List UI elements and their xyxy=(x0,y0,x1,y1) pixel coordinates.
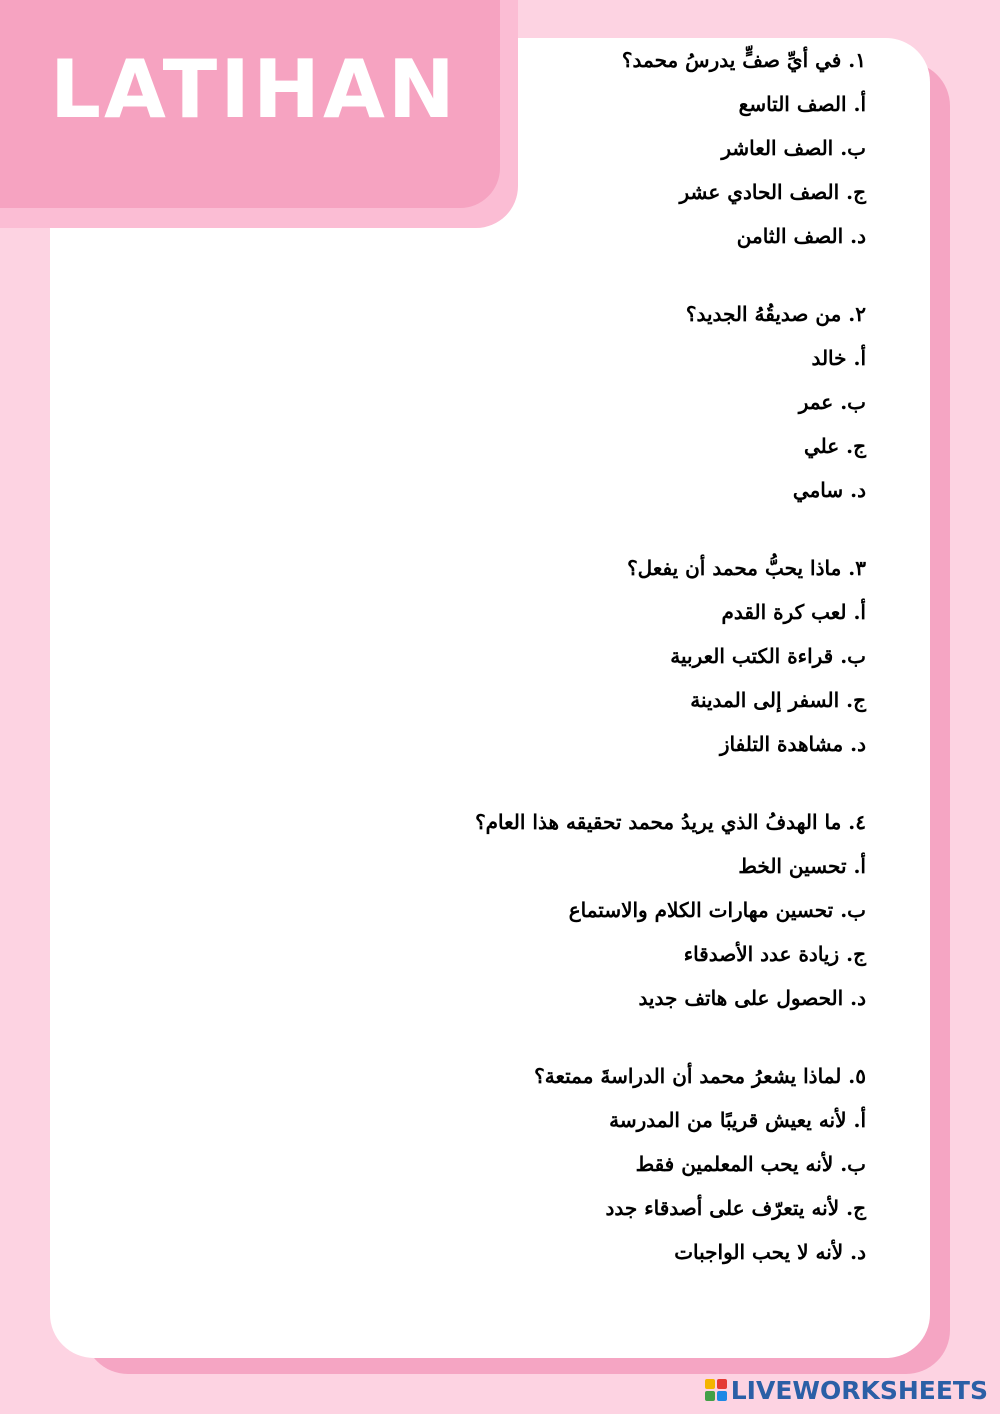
option-a[interactable]: أ. لعب كرة القدم xyxy=(721,600,866,624)
option-d[interactable]: د. سامي xyxy=(792,478,866,502)
question-5 xyxy=(166,1054,866,1274)
option-a[interactable]: أ. الصف التاسع xyxy=(738,92,866,116)
question-1 xyxy=(166,38,866,258)
liveworksheets-logo[interactable] xyxy=(705,1374,988,1406)
question-text: ٣. ماذا يحبُّ محمد أن يفعل؟ xyxy=(627,556,866,580)
question-4 xyxy=(166,800,866,1020)
option-b[interactable]: ب. عمر xyxy=(798,390,866,414)
option-b[interactable]: ب. لأنه يحب المعلمين فقط xyxy=(635,1152,866,1176)
option-d[interactable]: د. الحصول على هاتف جديد xyxy=(638,986,866,1010)
question-text: ٥. لماذا يشعرُ محمد أن الدراسةَ ممتعة؟ xyxy=(534,1064,866,1088)
option-d[interactable]: د. لأنه لا يحب الواجبات xyxy=(674,1240,866,1264)
question-text: ١. في أيِّ صفٍّ يدرسُ محمد؟ xyxy=(621,48,866,72)
question-text: ٢. من صديقُهُ الجديد؟ xyxy=(685,302,866,326)
question-list xyxy=(166,38,866,1308)
option-d[interactable]: د. الصف الثامن xyxy=(736,224,866,248)
question-2 xyxy=(166,292,866,512)
option-b[interactable]: ب. تحسين مهارات الكلام والاستماع xyxy=(568,898,866,922)
option-c[interactable]: ج. السفر إلى المدينة xyxy=(690,688,866,712)
option-a[interactable]: أ. تحسين الخط xyxy=(738,854,866,878)
option-b[interactable]: ب. الصف العاشر xyxy=(721,136,866,160)
option-a[interactable]: أ. خالد xyxy=(811,346,866,370)
question-text: ٤. ما الهدفُ الذي يريدُ محمد تحقيقه هذا العام؟ xyxy=(475,810,866,834)
option-c[interactable]: ج. الصف الحادي عشر xyxy=(679,180,866,204)
option-d[interactable]: د. مشاهدة التلفاز xyxy=(719,732,866,756)
logo-text: LIVEWORKSHEETS xyxy=(730,1375,988,1405)
liveworksheets-logo-icon xyxy=(705,1379,727,1401)
question-3 xyxy=(166,546,866,766)
option-b[interactable]: ب. قراءة الكتب العربية xyxy=(670,644,866,668)
page-title: LATIHAN xyxy=(50,43,458,136)
option-c[interactable]: ج. علي xyxy=(803,434,866,458)
option-c[interactable]: ج. زيادة عدد الأصدقاء xyxy=(683,942,866,966)
option-a[interactable]: أ. لأنه يعيش قريبًا من المدرسة xyxy=(609,1108,866,1132)
option-c[interactable]: ج. لأنه يتعرّف على أصدقاء جدد xyxy=(605,1196,866,1220)
